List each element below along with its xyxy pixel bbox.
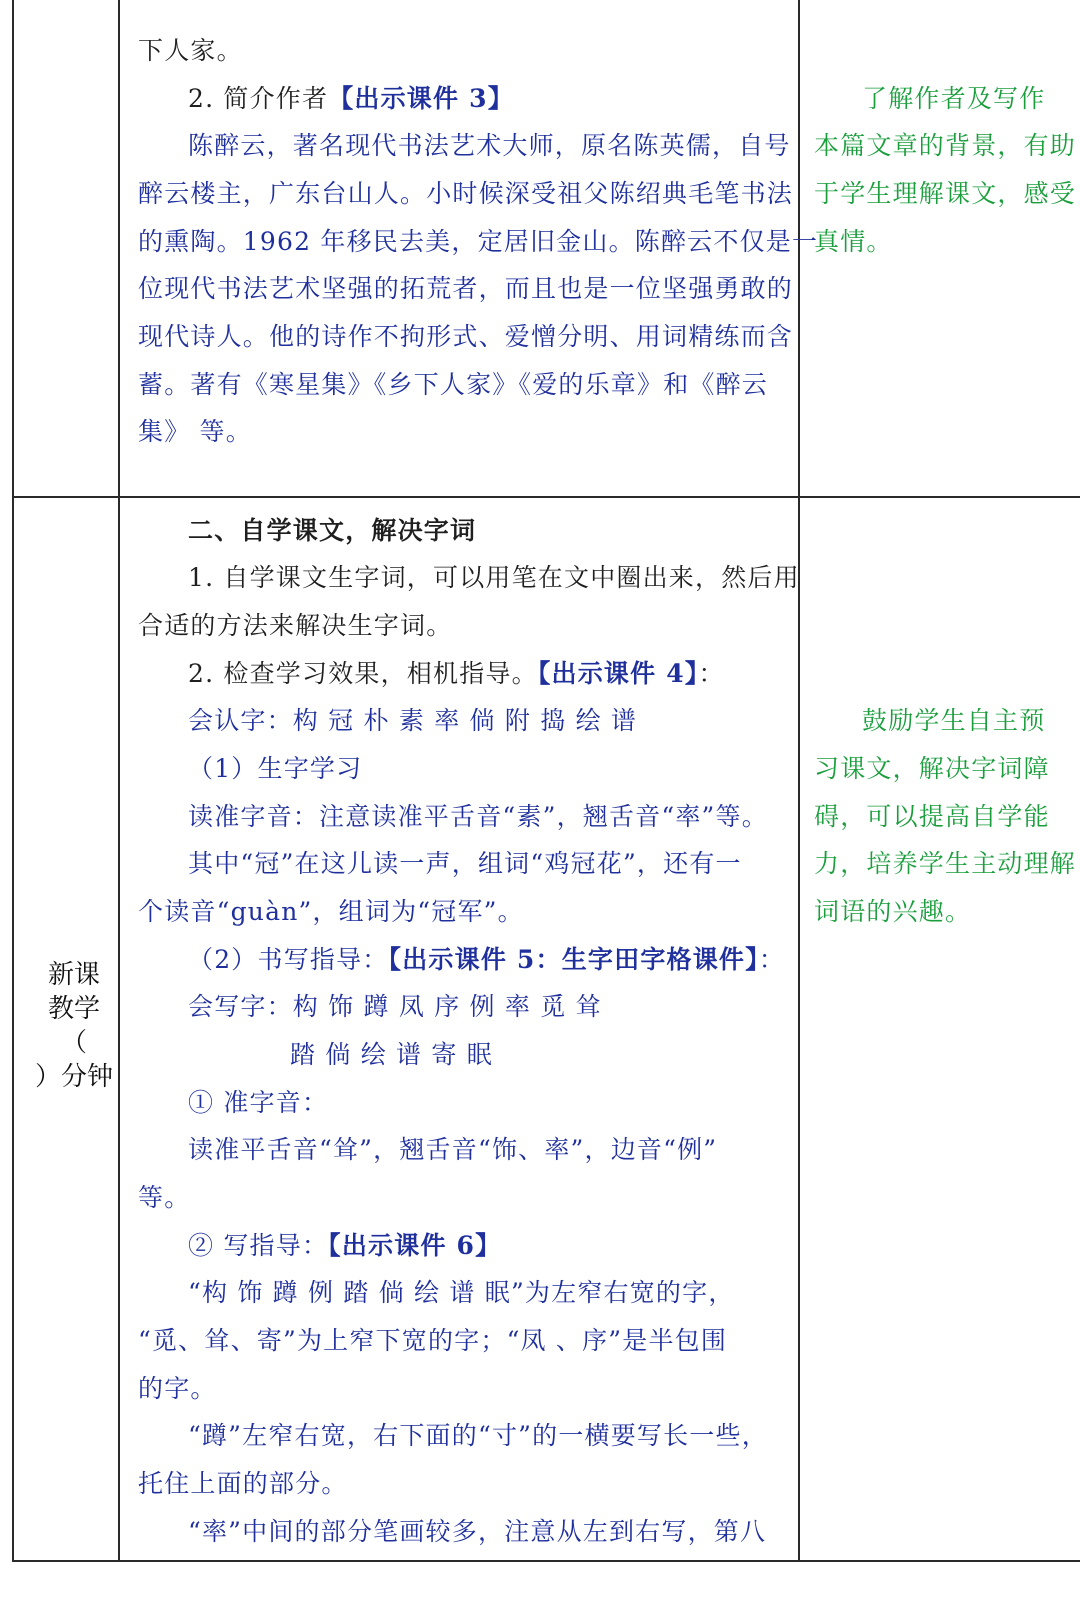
section2-line-20-part-0: 托住上面的部分。 (138, 1469, 348, 1498)
section1-line-7-part-0: 蓄。著有《寒星集》《乡下人家》《爱的乐章》和《醉云 (138, 370, 769, 399)
section2-line-9-part-0: （2）书写指导： (188, 945, 389, 974)
section1-line-0-part-0: 下人家。 (138, 36, 243, 65)
section1-line-2 (188, 131, 791, 161)
section2-line-3 (188, 659, 725, 689)
section2-line-2 (138, 611, 452, 641)
table-border-left (12, 0, 14, 1562)
section2-line-17 (138, 1326, 727, 1356)
section2-line-14 (138, 1183, 190, 1213)
section2-line-21 (188, 1517, 766, 1547)
section2-line-20 (138, 1469, 348, 1499)
section2-line-13-part-0: 读准平舌音“耸”，翘舌音“饰、率”，边音“例” (188, 1135, 718, 1164)
section2-line-0 (188, 516, 476, 546)
section1-note-line-2: 于学生理解课文，感受 (814, 179, 1077, 208)
section1-line-0 (138, 36, 243, 66)
section2-label-line-3: ）分钟 (34, 1062, 113, 1092)
section1-line-1 (188, 84, 514, 114)
section1-line-1-part-0: 2. 简介作者 (188, 84, 329, 113)
section2-line-12-part-0: ① 准字音： (188, 1088, 329, 1117)
section2-line-9 (188, 945, 785, 975)
section1-line-4-part-0: 的熏陶。1962 年移民去美，定居旧金山。陈醉云不仅是一 (138, 227, 819, 256)
section1-line-5-part-0: 位现代书法艺术坚强的拓荒者，而且也是一位坚强勇敢的 (138, 274, 794, 303)
section1-line-3-part-0: 醉云楼主，广东台山人。小时候深受祖父陈绍典毛笔书法 (138, 179, 794, 208)
section2-line-1-part-0: 1. 自学课文生字词，可以用笔在文中圈出来，然后用 (188, 563, 800, 592)
section2-line-6 (188, 802, 768, 832)
section2-note-line-0: 鼓励学生自主预 (862, 706, 1046, 735)
section2-line-8-part-0: 个读音“guàn”，组词为“冠军”。 (138, 897, 524, 926)
section2-line-15-part-0: ② 写指导： (188, 1231, 329, 1260)
section1-line-6 (138, 322, 793, 352)
section1-line-6-part-0: 现代诗人。他的诗作不拘形式、爱憎分明、用词精练而含 (138, 322, 794, 351)
section1-line-5 (138, 274, 793, 304)
section2-line-6-part-0: 读准字音：注意读准平舌音“素”，翘舌音“率”等。 (188, 802, 768, 831)
section2-line-11-part-0: 踏 倘 绘 谱 寄 眠 (290, 1040, 493, 1069)
section2-line-18 (138, 1374, 217, 1404)
section2-note-line-2: 碍，可以提高自学能 (814, 802, 1050, 831)
section1-note-line-0: 了解作者及写作 (862, 84, 1046, 113)
table-row-divider (12, 496, 1080, 498)
section2-line-15 (188, 1231, 501, 1261)
section2-line-10-part-0: 会写字：构 饰 蹲 凤 序 例 率 觅 耸 (188, 992, 602, 1021)
section2-line-3-part-2: ： (698, 659, 725, 688)
section2-line-4-part-0: 会认字：构 冠 朴 素 率 倘 附 捣 绘 谱 (188, 706, 638, 735)
section2-line-3-part-0: 2. 检查学习效果，相机指导。 (188, 659, 538, 688)
section2-line-5-part-0: （1）生字学习 (188, 754, 363, 783)
section1-line-8 (138, 417, 252, 447)
section1-line-4 (138, 227, 818, 257)
section2-line-15-part-1: 【出示课件 6】 (328, 1231, 502, 1260)
section2-line-19-part-0: “蹲”左窄右宽，右下面的“寸”的一横要写长一些， (188, 1421, 768, 1450)
section2-note-line-4: 词语的兴趣。 (814, 897, 972, 926)
table-border-bottom (12, 1560, 1080, 1562)
section2-line-9-part-1: 【出示课件 5：生字田字格课件】 (388, 945, 759, 974)
section2-line-1 (188, 563, 800, 593)
table-border-col1 (118, 0, 120, 1562)
section2-line-17-part-0: “觅、耸、寄”为上窄下宽的字；“凤 、序”是半包围 (138, 1326, 728, 1355)
section2-line-9-part-2: ： (758, 945, 786, 974)
section2-line-16 (188, 1278, 735, 1308)
section2-label-line-1: 教学 (47, 994, 100, 1024)
section1-note-line-1: 本篇文章的背景，有助 (814, 131, 1077, 160)
section2-line-16-part-0: “构 饰 蹲 例 踏 倘 绘 谱 眠”为左窄右宽的字， (188, 1278, 735, 1307)
section1-line-1-part-1: 【出示课件 3】 (328, 84, 514, 113)
section1-note-line-3: 真情。 (814, 227, 893, 256)
section2-line-18-part-0: 的字。 (138, 1374, 217, 1403)
section2-line-19 (188, 1421, 768, 1451)
section2-line-5 (188, 754, 362, 784)
section2-label-line-0: 新课 (47, 960, 100, 990)
section2-line-21-part-0: “率”中间的部分笔画较多，注意从左到右写，第八 (188, 1517, 767, 1546)
section2-line-12 (188, 1088, 328, 1118)
section2-line-0-part-0: 二、自学课文，解决字词 (188, 516, 477, 545)
section2-line-7 (188, 849, 742, 879)
section1-line-8-part-0: 集》 等。 (138, 417, 252, 446)
section2-line-3-part-1: 【出示课件 4】 (537, 659, 699, 688)
section1-line-3 (138, 179, 793, 209)
section2-line-10 (188, 992, 602, 1022)
section2-label (12, 958, 136, 1094)
section2-note-line-1: 习课文，解决字词障 (814, 754, 1050, 783)
section2-line-8 (138, 897, 524, 927)
section1-line-7 (138, 370, 768, 400)
section2-line-14-part-0: 等。 (138, 1183, 191, 1212)
section2-line-2-part-0: 合适的方法来解决生字词。 (138, 611, 453, 640)
section1-line-2-part-0: 陈醉云，著名现代书法艺术大师，原名陈英儒，自号 (188, 131, 791, 160)
section2-line-13 (188, 1135, 717, 1165)
section2-line-11 (290, 1040, 493, 1070)
section2-note-line-3: 力，培养学生主动理解 (814, 849, 1077, 878)
section2-label-line-2: （ (60, 1028, 87, 1058)
section2-line-7-part-0: 其中“冠”在这儿读一声，组词“鸡冠花”，还有一 (188, 849, 742, 878)
section2-line-4 (188, 706, 637, 736)
